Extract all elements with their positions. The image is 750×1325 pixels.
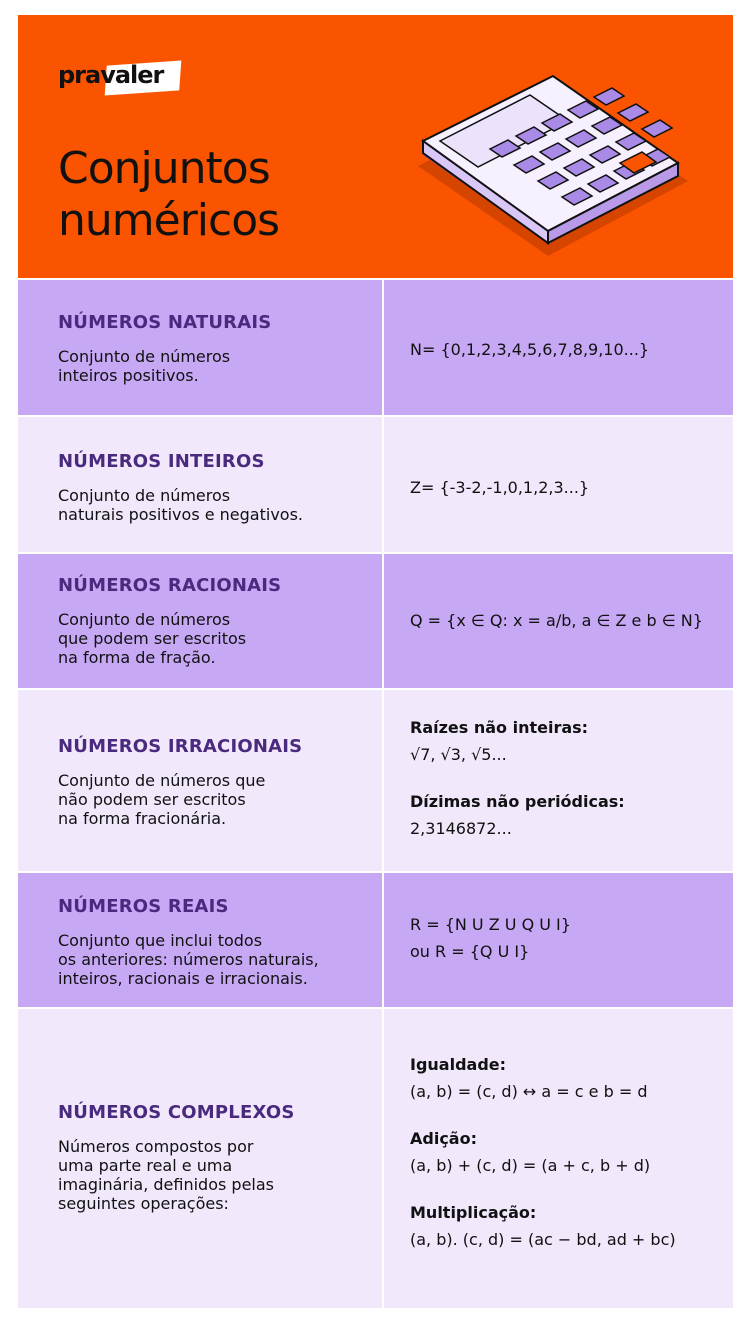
logo-text: pravaler: [58, 61, 164, 89]
set-description: Conjunto de números que não podem ser escritos na forma fracionária.: [58, 771, 266, 828]
set-name: NÚMEROS REAIS: [58, 896, 229, 917]
calculator-key: [642, 120, 672, 137]
set-name: NÚMEROS RACIONAIS: [58, 575, 282, 596]
group-heading: Dízimas não periódicas:: [410, 792, 625, 811]
set-name: NÚMEROS NATURAIS: [58, 312, 272, 333]
calculator-key: [594, 88, 624, 105]
set-description: Conjunto de números inteiros positivos.: [58, 347, 231, 385]
infographic-card: [18, 15, 733, 1308]
set-description: Conjunto de números naturais positivos e negativos.: [58, 486, 304, 524]
set-description: Conjunto de números que podem ser escritos na forma de fração.: [58, 610, 247, 667]
calculator-key: [618, 104, 648, 121]
group-value: (a, b) = (c, d) ↔ a = c e b = d: [410, 1082, 648, 1101]
set-formula: ou R = {Q U I}: [410, 942, 530, 961]
set-formula: Q = {x ∈ Q: x = a/b, a ∈ Z e b ∈ N}: [410, 611, 703, 630]
calculator-illustration: [398, 71, 688, 266]
row-racionais: [18, 552, 733, 688]
row-complexos: [18, 1007, 733, 1308]
page-title: Conjuntos numéricos: [58, 143, 280, 246]
set-formula: R = {N U Z U Q U I}: [410, 915, 571, 934]
group-heading: Multiplicação:: [410, 1203, 537, 1222]
set-name: NÚMEROS IRRACIONAIS: [58, 736, 303, 757]
group-heading: Adição:: [410, 1129, 477, 1148]
row-irracionais: [18, 688, 733, 871]
set-description: Conjunto que inclui todos os anteriores: números naturais, inteiros, racionais e irracionais.: [58, 931, 319, 988]
row-inteiros: [18, 415, 733, 552]
set-description: Números compostos por uma parte real e uma imaginária, definidos pelas seguintes operações:: [58, 1137, 274, 1213]
set-name: NÚMEROS INTEIROS: [58, 451, 265, 472]
set-formula: N= {0,1,2,3,4,5,6,7,8,9,10...}: [410, 340, 650, 359]
pravaler-logo: [58, 61, 178, 95]
group-value: √7, √3, √5...: [410, 745, 507, 764]
set-name: NÚMEROS COMPLEXOS: [58, 1102, 295, 1123]
header-banner: [18, 15, 733, 278]
group-heading: Igualdade:: [410, 1055, 507, 1074]
group-value: 2,3146872...: [410, 819, 512, 838]
row-reais: [18, 871, 733, 1007]
group-value: (a, b) + (c, d) = (a + c, b + d): [410, 1156, 651, 1175]
row-naturais: [18, 278, 733, 415]
group-heading: Raízes não inteiras:: [410, 718, 589, 737]
set-formula: Z= {-3-2,-1,0,1,2,3...}: [410, 478, 590, 497]
group-value: (a, b). (c, d) = (ac − bd, ad + bc): [410, 1230, 676, 1249]
